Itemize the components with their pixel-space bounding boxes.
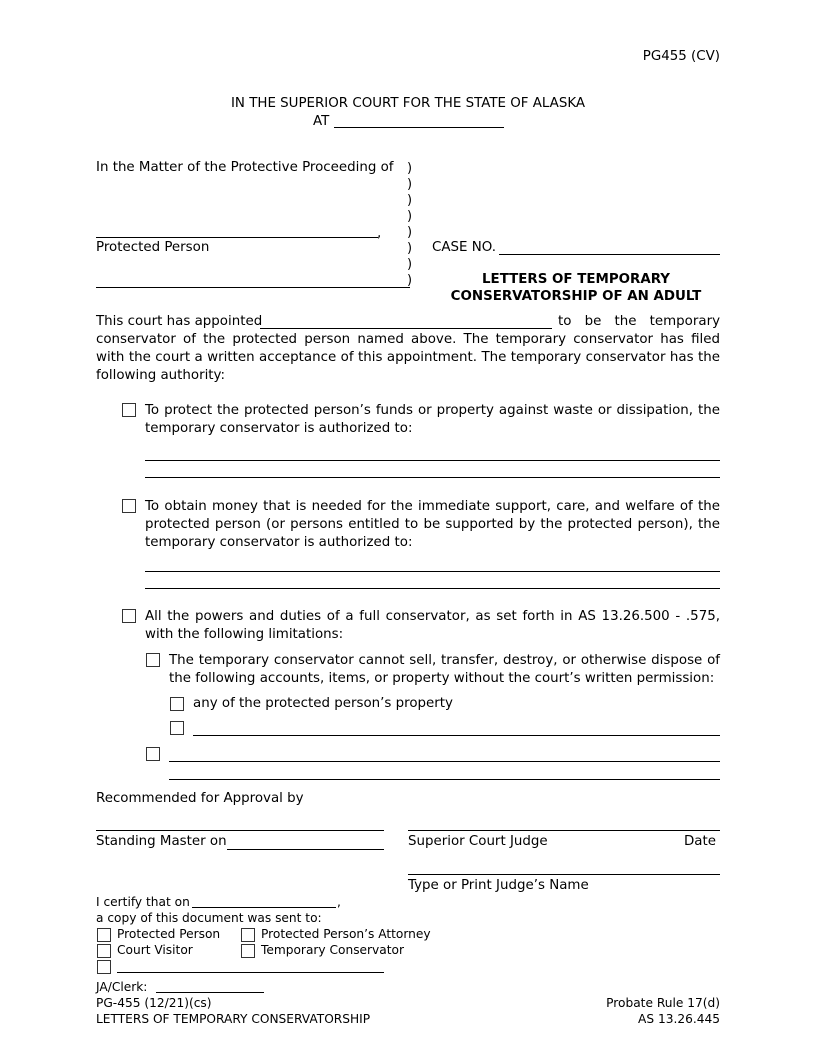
caption-paren: ) [407, 161, 413, 176]
recipient-court-visitor-checkbox[interactable] [97, 944, 111, 958]
footer-form-number: PG-455 (12/21)(cs) [96, 996, 212, 1010]
caption-paren: ) [407, 225, 413, 240]
clerk-label: JA/Clerk: [96, 980, 148, 994]
recipient-protected-person-label: Protected Person [117, 927, 221, 941]
recipient-other-checkbox[interactable] [97, 960, 111, 974]
caption-paren: ) [407, 273, 413, 288]
caption-paren: ) [407, 257, 413, 272]
recipient-other-field[interactable] [117, 972, 384, 973]
recipient-temp-conservator-label: Temporary Conservator [261, 943, 404, 957]
recipient-attorney-checkbox[interactable] [241, 928, 255, 942]
protected-person-label: Protected Person [96, 240, 210, 255]
document-title-line2: CONSERVATORSHIP OF AN ADULT [450, 289, 702, 304]
intro-prefix: This court has appointed [96, 314, 263, 329]
document-title-line1: LETTERS OF TEMPORARY [482, 272, 670, 287]
recipient-attorney-label: Protected Person’s Attorney [261, 927, 431, 941]
certify-comma: , [337, 895, 341, 909]
name-comma: , [377, 226, 382, 241]
limitation-other-line-2[interactable] [169, 779, 720, 780]
judge-name-label: Type or Print Judge’s Name [408, 878, 589, 893]
limitation-any-property-label: any of the protected person’s property [193, 696, 453, 711]
certify-prefix: I certify that on [96, 895, 190, 909]
limitation-no-dispose-checkbox[interactable] [146, 653, 160, 667]
judge-label: Superior Court Judge [408, 834, 548, 849]
footer-statute: AS 13.26.445 [638, 1012, 720, 1026]
option-obtain-money-text: To obtain money that is needed for the immediate support, care, and welfare of the protected person (or persons entitled to be supported by the protected person), the temporary conservator is authorized to: [145, 499, 720, 550]
caption-bottom-rule [96, 287, 410, 288]
option-obtain-money-line-2[interactable] [145, 588, 720, 589]
case-no-label: CASE NO. [432, 240, 496, 255]
caption-paren: ) [407, 209, 413, 224]
recipient-temp-conservator-checkbox[interactable] [241, 944, 255, 958]
limitation-other-line-1[interactable] [169, 761, 720, 762]
intro-suffix: to be the temporary [558, 314, 720, 329]
caption-paren: ) [407, 177, 413, 192]
option-protect-property-line-1[interactable] [145, 460, 720, 461]
caption-paren: ) [407, 193, 413, 208]
recommended-label: Recommended for Approval by [96, 791, 304, 806]
judge-name-line[interactable] [408, 874, 720, 875]
certify-date-field[interactable] [192, 907, 336, 908]
option-protect-property-text: To protect the protected person’s funds or property against waste or dissipation, the temporary conservator is authorized to: [145, 403, 720, 436]
sent-to-label: a copy of this document was sent to: [96, 911, 322, 925]
court-location-label: AT [313, 114, 330, 129]
option-protect-property-checkbox[interactable] [122, 403, 136, 417]
limitation-other-checkbox[interactable] [146, 747, 160, 761]
recipient-court-visitor-label: Court Visitor [117, 943, 193, 957]
limitation-no-dispose-text: The temporary conservator cannot sell, transfer, destroy, or otherwise dispose of the following accounts, items, or property without the court’s written permission: [169, 653, 720, 686]
judge-signature-line[interactable] [408, 830, 720, 831]
intro-text: conservator of the protected person named above. The temporary conservator has filed with the court a written acceptance of this appointment. The temporary conservator has the following authority: [96, 332, 720, 383]
protected-person-name-field[interactable] [96, 237, 378, 238]
court-location-field[interactable] [334, 127, 504, 128]
limitation-other-item-field[interactable] [193, 735, 720, 736]
footer-form-title: LETTERS OF TEMPORARY CONSERVATORSHIP [96, 1012, 371, 1026]
caption-paren: ) [407, 241, 413, 256]
recipient-protected-person-checkbox[interactable] [97, 928, 111, 942]
standing-master-date-field[interactable] [227, 849, 384, 850]
date-label: Date [684, 834, 717, 849]
option-obtain-money-line-1[interactable] [145, 571, 720, 572]
option-full-powers-text: All the powers and duties of a full conservator, as set forth in AS 13.26.500 - .575, with the following limitations: [145, 609, 720, 642]
appointee-name-field[interactable] [260, 328, 552, 329]
court-heading: IN THE SUPERIOR COURT FOR THE STATE OF ALASKA [230, 96, 586, 111]
option-protect-property-line-2[interactable] [145, 477, 720, 478]
footer-rule: Probate Rule 17(d) [606, 996, 720, 1010]
form-code: PG455 (CV) [642, 49, 720, 64]
limitation-any-property-checkbox[interactable] [170, 697, 184, 711]
clerk-field[interactable] [156, 992, 264, 993]
limitation-other-item-checkbox[interactable] [170, 721, 184, 735]
option-full-powers-checkbox[interactable] [122, 609, 136, 623]
matter-label: In the Matter of the Protective Proceeding of [96, 160, 394, 175]
option-obtain-money-checkbox[interactable] [122, 499, 136, 513]
case-no-field[interactable] [499, 254, 720, 255]
standing-master-signature-line[interactable] [96, 830, 384, 831]
standing-master-label: Standing Master on [96, 834, 227, 849]
